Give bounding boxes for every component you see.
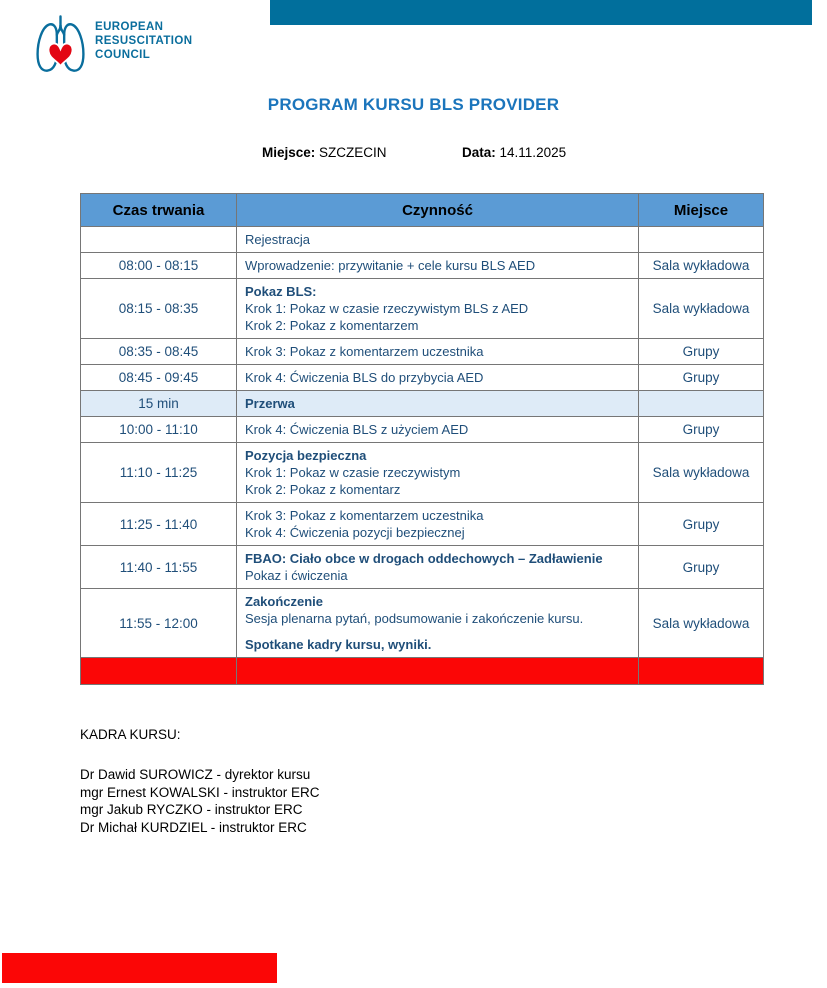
staff-member-line: mgr Jakub RYCZKO - instruktor ERC (80, 802, 303, 817)
activity-line: Krok 4: Ćwiczenia BLS z użyciem AED (245, 422, 469, 437)
top-accent-bar (270, 0, 812, 25)
activity-line: Pokaz BLS: (245, 284, 317, 299)
table-row (81, 658, 764, 685)
time-cell: 08:45 - 09:45 (81, 365, 237, 391)
activity-line: Krok 1: Pokaz w czasie rzeczywistym BLS z AED (245, 301, 529, 316)
place-cell (639, 391, 764, 417)
schedule-table-body (81, 227, 764, 685)
place-cell: Grupy (639, 546, 764, 589)
page-title: PROGRAM KURSU BLS PROVIDER (267, 95, 560, 114)
time-cell (81, 227, 237, 253)
course-schedule-table (80, 193, 764, 685)
activity-cell (237, 227, 639, 253)
time-cell: 11:25 - 11:40 (81, 503, 237, 546)
place-label: Miejsce: (262, 145, 316, 160)
table-row (81, 279, 764, 339)
place-cell: Grupy (639, 365, 764, 391)
column-header-activity: Czynność (237, 194, 639, 227)
erc-lungs-heart-icon (33, 13, 88, 75)
staff-list (80, 766, 320, 836)
activity-line: Pozycja bezpieczna (245, 448, 367, 463)
place-cell (639, 658, 764, 685)
date-value: 14.11.2025 (499, 145, 567, 160)
place-cell: Grupy (639, 503, 764, 546)
table-row (81, 365, 764, 391)
staff-heading: KADRA KURSU: (80, 727, 181, 742)
activity-cell (237, 546, 639, 589)
activity-line: FBAO: Ciało obce w drogach oddechowych – Zadławienie (245, 551, 603, 566)
time-cell: 15 min (81, 391, 237, 417)
time-cell: 11:55 - 12:00 (81, 589, 237, 658)
table-row (81, 417, 764, 443)
erc-logo-line: RESUSCITATION (95, 35, 193, 47)
time-cell (81, 658, 237, 685)
column-header-place: Miejsce (639, 194, 764, 227)
activity-cell (237, 339, 639, 365)
table-row (81, 391, 764, 417)
activity-line: Krok 2: Pokaz z komentarz (245, 482, 401, 497)
activity-line: Rejestracja (245, 232, 311, 247)
heart-icon (48, 43, 72, 66)
erc-logo-line: EUROPEAN (95, 21, 164, 33)
activity-line: Krok 1: Pokaz w czasie rzeczywistym (245, 465, 461, 480)
table-row (81, 253, 764, 279)
activity-cell (237, 443, 639, 503)
time-cell: 08:35 - 08:45 (81, 339, 237, 365)
activity-line: Spotkane kadry kursu, wyniki. (245, 637, 432, 652)
activity-line: Przerwa (245, 396, 295, 411)
place-cell: Sala wykładowa (639, 253, 764, 279)
table-row (81, 339, 764, 365)
activity-line: Krok 3: Pokaz z komentarzem uczestnika (245, 508, 484, 523)
activity-cell (237, 658, 639, 685)
table-row (81, 227, 764, 253)
activity-cell (237, 503, 639, 546)
place-cell (639, 227, 764, 253)
activity-cell (237, 365, 639, 391)
time-cell: 08:15 - 08:35 (81, 279, 237, 339)
activity-line: Zakończenie (245, 594, 324, 609)
time-cell: 10:00 - 11:10 (81, 417, 237, 443)
activity-cell (237, 253, 639, 279)
time-cell: 11:40 - 11:55 (81, 546, 237, 589)
place-cell: Sala wykładowa (639, 589, 764, 658)
table-row (81, 589, 764, 658)
activity-line: Krok 3: Pokaz z komentarzem uczestnika (245, 344, 484, 359)
date-field (462, 145, 566, 160)
erc-logo-line: COUNCIL (95, 49, 151, 61)
activity-line: Krok 2: Pokaz z komentarzem (245, 318, 419, 333)
place-cell: Grupy (639, 417, 764, 443)
activity-line: Pokaz i ćwiczenia (245, 568, 348, 583)
table-row (81, 546, 764, 589)
activity-line: Krok 4: Ćwiczenia BLS do przybycia AED (245, 370, 484, 385)
place-cell: Sala wykładowa (639, 279, 764, 339)
time-cell: 08:00 - 08:15 (81, 253, 237, 279)
table-header-row (81, 194, 764, 227)
staff-member-line: Dr Michał KURDZIEL - instruktor ERC (80, 819, 307, 835)
activity-cell (237, 417, 639, 443)
erc-logo-text (95, 13, 192, 62)
place-cell: Sala wykładowa (639, 443, 764, 503)
place-cell: Grupy (639, 339, 764, 365)
staff-member-line: Dr Dawid SUROWICZ - dyrektor kursu (80, 767, 311, 782)
bottom-accent-bar (2, 953, 277, 983)
time-cell: 11:10 - 11:25 (81, 443, 237, 503)
activity-line: Sesja plenarna pytań, podsumowanie i zakończenie kursu. (245, 611, 584, 626)
table-row (81, 503, 764, 546)
activity-cell (237, 279, 639, 339)
erc-logo (33, 13, 192, 75)
table-row (81, 443, 764, 503)
activity-line: Krok 4: Ćwiczenia pozycji bezpiecznej (245, 525, 465, 540)
place-field (262, 145, 387, 160)
column-header-time: Czas trwania (81, 194, 237, 227)
activity-cell (237, 391, 639, 417)
place-value: SZCZECIN (319, 145, 387, 160)
date-label: Data: (462, 145, 496, 160)
activity-cell (237, 589, 639, 658)
activity-line: Wprowadzenie: przywitanie + cele kursu BLS AED (245, 258, 536, 273)
staff-member-line: mgr Ernest KOWALSKI - instruktor ERC (80, 784, 320, 800)
